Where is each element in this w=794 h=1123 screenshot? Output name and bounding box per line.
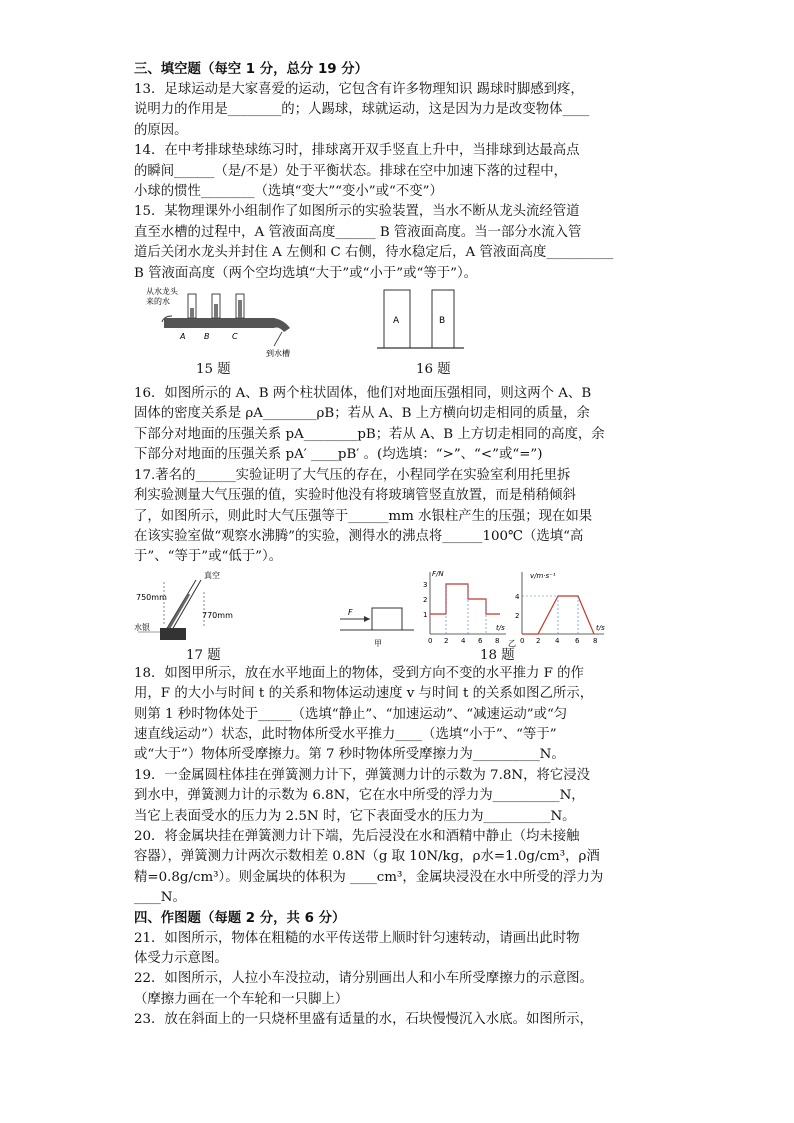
graph-f-xtick-0: 0 (428, 636, 433, 645)
q17-line-4: 在该实验室做“观察水沸腾”的实验，测得水的沸点将______100℃（选填“高 (134, 528, 584, 544)
q22-line-1: 22．如图所示，人拉小车没拉动，请分别画出人和小车所受摩擦力的示意图。 (134, 971, 593, 987)
figure-17 (134, 570, 233, 640)
mercury-trough (160, 628, 186, 640)
graph-v-ytick-2: 2 (515, 611, 520, 620)
graph-f-xtick-2: 2 (444, 636, 449, 645)
section-3-title: 三、填空题（每空 1 分，总分 19 分） (134, 62, 369, 77)
q13-line-3: 的原因。 (134, 122, 188, 138)
graph-f-xtick-4: 4 (461, 636, 466, 645)
q22-line-2: （摩擦力画在一个车轮和一只脚上） (134, 991, 349, 1007)
question-15 (134, 202, 668, 284)
graph-v-xlabel: t/s (596, 623, 605, 632)
question-22 (134, 969, 668, 1010)
fig16-caption: 16 题 (416, 362, 451, 378)
fig18-yi-label: 乙 (508, 638, 516, 648)
q17-line-1: 17.著名的______实验证明了大气压的存在，小程同学在实验室利用托里拆 (134, 467, 571, 483)
question-20 (134, 827, 668, 909)
figures-15-16 (134, 284, 668, 384)
q19-line-3: 当它上表面受水的压力为 2.5N 时，它下表面受水的压力为__________N。 (134, 808, 576, 824)
q18-line-5: 或“大于”）物体所受摩擦力。第 7 秒时物体所受摩擦力为__________N。 (134, 747, 565, 763)
fig17-mercury-label: 水银 (134, 622, 150, 632)
fig18-force-label: F (348, 607, 353, 617)
question-17 (134, 466, 668, 568)
q15-line-1: 15．某物理课外小组制作了如图所示的实验装置，当水不断从龙头流经管道 (134, 204, 580, 220)
figure-15 (146, 286, 290, 358)
graph-v-xtick-8: 8 (593, 636, 598, 645)
graph-v-xtick-2: 2 (536, 636, 541, 645)
pipe-end (274, 318, 290, 332)
graph-v-xtick-4: 4 (555, 636, 560, 645)
fig18-jia-label: 甲 (374, 638, 382, 648)
pipe-body (164, 318, 274, 328)
exam-page (134, 60, 668, 1031)
graph-f-ytick-3: 3 (423, 580, 428, 589)
q16-line-4: 下部分对地面的压强关系 pA′ ____pB′ 。(均选填：“>”、“<”或“=”) (134, 447, 543, 463)
q17-line-5: 于”、“等于”或“低于”）。 (134, 549, 283, 565)
fig15-sink-label: 到水槽 (266, 349, 290, 359)
question-16 (134, 384, 668, 466)
q21-line-2: 体受力示意图。 (134, 951, 228, 966)
fig15-label-b: B (204, 332, 210, 342)
q17-line-3: 了，如图所示，则此时大气压强等于______mm 水银柱产生的压强；现在如果 (134, 508, 593, 524)
fig15-source-label-2: 来的水 (146, 297, 170, 307)
graph-f-xlabel: t/s (496, 623, 505, 632)
q16-line-1: 16．如图所示的 A、B 两个柱状固体，他们对地面压强相同，则这两个 A、B (134, 386, 592, 402)
q15-line-2: 直至水槽的过程中，A 管液面高度______ B 管液面高度。当一部分水流入管 (134, 224, 582, 240)
q15-line-3: 道后关闭水龙头并封住 A 左侧和 C 右侧，待水稳定后，A 管液面高度__________ (134, 245, 614, 261)
question-21 (134, 929, 668, 970)
figure-16 (377, 290, 464, 348)
section-4-title: 四、作图题（每题 2 分，共 6 分） (134, 910, 346, 926)
question-14 (134, 141, 668, 202)
graph-f-xtick-8: 8 (495, 636, 500, 645)
fig17-caption: 17 题 (186, 647, 221, 663)
q15-line-4: B 管液面高度（两个空均选填“大于”或“小于”或“等于”）。 (134, 265, 478, 281)
q16-line-2: 固体的密度关系是 ρA________ρB；若从 A、B 上方横向切走相同的质量，余 (134, 406, 590, 422)
q18-line-1: 18．如图甲所示，放在水平地面上的物体，受到方向不变的水平推力 F 的作 (134, 665, 584, 681)
pushed-block (372, 608, 402, 630)
q19-line-1: 19．一金属圆柱体挂在弹簧测力计下，弹簧测力计的示数为 7.8N，将它浸没 (134, 767, 591, 783)
q20-line-1: 20．将金属块挂在弹簧测力计下端，先后浸没在水和酒精中静止（均未接触 (134, 828, 580, 844)
q16-line-3: 下部分对地面的压强关系 pA________pB；若从 A、B 上方切走相同的高度，余 (134, 426, 605, 442)
figures-17-18 (134, 568, 668, 664)
graph-f-ytick-1: 1 (423, 610, 428, 619)
fig15-label-a: A (180, 332, 186, 342)
graph-v-xtick-0: 0 (520, 636, 525, 645)
figure-18-graph-v (508, 572, 605, 648)
graph-f-ylabel: F/N (432, 569, 444, 578)
q23-line-1: 23．放在斜面上的一只烧杯里盛有适量的水，石块慢慢沉入水底。如图所示， (134, 1012, 593, 1028)
q14-line-2: 的瞬间______（是/不是）处于平衡状态。排球在空中加速下落的过程中， (134, 163, 568, 179)
q14-line-3: 小球的惯性________（选填“变大”“变小”或“不变”） (134, 184, 443, 200)
figure-18-jia (340, 608, 414, 648)
q21-line-1: 21．如图所示，物体在粗糙的水平传送带上顺时针匀速转动，请画出此时物 (134, 930, 580, 946)
graph-v-ylabel: v/m·s⁻¹ (530, 571, 556, 580)
fig15-label-c: C (232, 332, 238, 342)
q18-line-3: 则第 1 秒时物体处于_____（选填“静止”、“加速运动”、“减速运动”或“匀 (134, 706, 568, 722)
q13-line-1: 13．足球运动是大家喜爱的运动，它包含有许多物理知识 踢球时脚感到疼， (134, 82, 584, 97)
fig16-label-b: B (439, 316, 446, 327)
fig17-770-label: 770mm (202, 610, 233, 620)
fig17-750-label: 750mm (136, 592, 167, 602)
q14-line-1: 14．在中考排球垫球练习时，排球离开双手竖直上升中，当排球到达最高点 (134, 143, 580, 159)
figure-18-graph-f (423, 570, 506, 645)
graph-f-ytick-2: 2 (423, 595, 428, 604)
q17-line-2: 利实验测量大气压强的值，实验时他没有将玻璃管竖直放置，而是稍稍倾斜 (134, 488, 576, 504)
force-line (430, 584, 500, 614)
q13-line-2: 说明力的作用是________的；人踢球，球就运动，这是因为力是改变物体____ (134, 102, 590, 118)
fig15-source-label-1: 从水龙头 (146, 287, 178, 297)
q18-line-2: 用，F 的大小与时间 t 的关系和物体运动速度 v 与时间 t 的关系如图乙所示， (134, 686, 594, 702)
question-23 (134, 1010, 668, 1030)
fig16-label-a: A (393, 316, 400, 327)
q20-line-3: 精=0.8g/cm³）。则金属块的体积为 ____cm³，金属块浸没在水中所受的浮力为 (134, 869, 604, 885)
question-19 (134, 766, 668, 827)
q18-line-4: 速直线运动”）状态，此时物体所受水平推力____（选填“小于”、“等于” (134, 726, 557, 742)
fig17-vacuum-label: 真空 (204, 570, 220, 580)
question-13 (134, 80, 668, 141)
graph-v-xtick-6: 6 (575, 636, 580, 645)
fig18-caption: 18 题 (480, 647, 515, 663)
graph-f-xtick-6: 6 (478, 636, 483, 645)
q19-line-2: 到水中，弹簧测力计的示数为 6.8N，它在水中所受的浮力为__________N， (134, 788, 585, 804)
q20-line-2: 容器），弹簧测力计两次示数相差 0.8N（g 取 10N/kg，ρ水=1.0g/cm³，ρ酒 (134, 849, 600, 865)
fig15-caption: 15 题 (196, 362, 231, 378)
q20-line-4: ____N。 (134, 890, 186, 906)
question-18 (134, 664, 668, 766)
graph-v-ytick-4: 4 (515, 592, 520, 601)
